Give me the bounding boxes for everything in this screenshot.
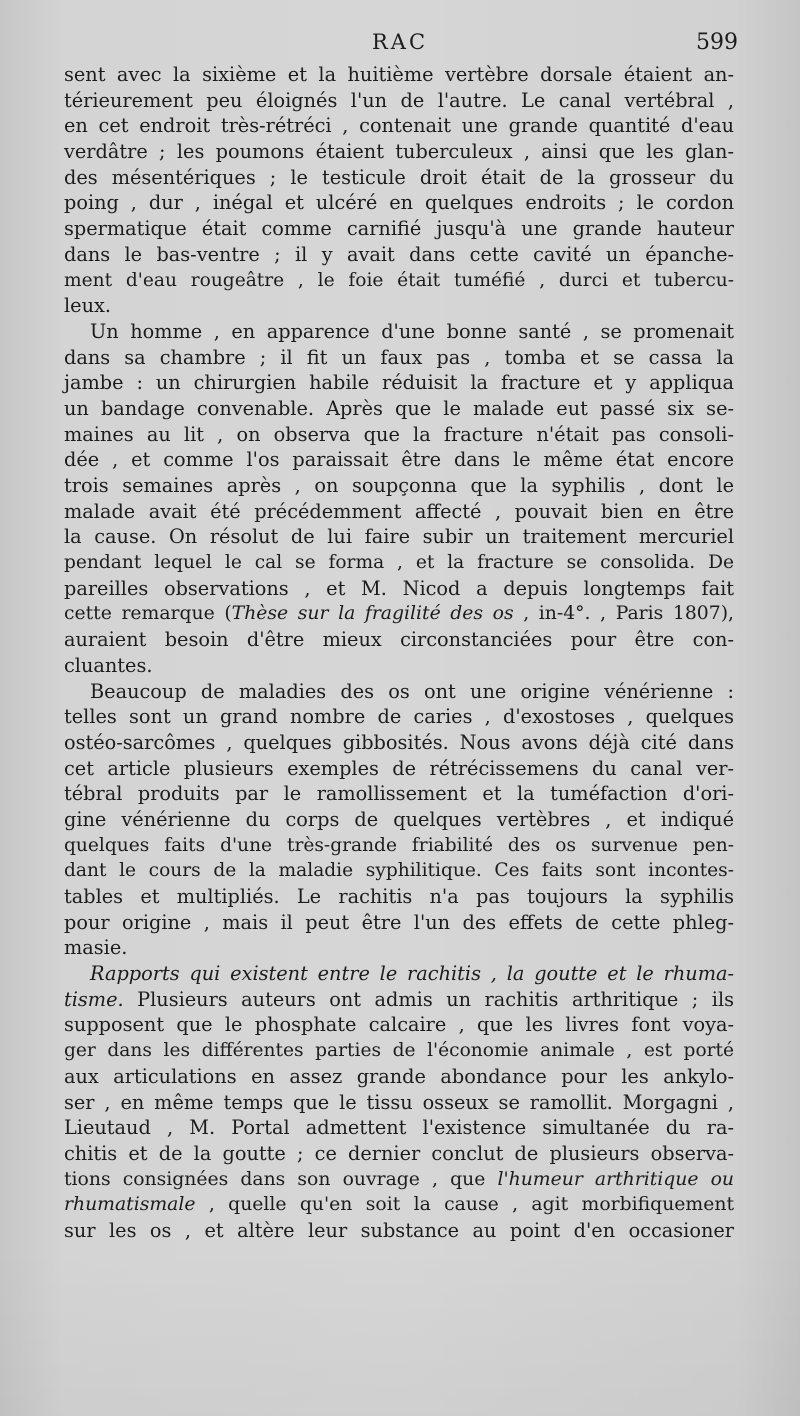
text-line: sur les os , et altère leur substance au point d'en occasioner: [64, 1218, 734, 1242]
text-line: spermatique était comme carnifié jusqu'à une grande hauteur: [64, 217, 734, 241]
text-line: auraient besoin d'être mieux circonstanciées pour être con-: [64, 628, 734, 652]
text-line: supposent que le phosphate calcaire , que les livres font voya-: [64, 1013, 734, 1037]
text-line: ment d'eau rougeâtre , le foie était tuméfié , durci et tubercu-: [64, 269, 734, 291]
text-line: malade avait été précédemment affecté , pouvait bien en être: [64, 499, 734, 523]
text-line: masie.: [64, 936, 128, 960]
section-heading-line: [64, 961, 734, 987]
text-line: cluantes.: [64, 653, 153, 677]
text-fragment: , quelle qu'en soit la cause , agit morbifiquement: [195, 1194, 734, 1216]
page-header: [0, 30, 800, 62]
text-line: trois semaines après , on soupçonna que la syphilis , dont le: [64, 474, 734, 497]
text-fragment: , in-4°. , Paris 1807),: [513, 603, 734, 625]
page-shadow: [0, 1246, 800, 1416]
text-line: maines au lit , on observa que la fracture n'était pas consoli-: [64, 422, 734, 446]
running-head: RAC: [371, 30, 429, 54]
italic-term: l'humeur arthritique ou: [497, 1168, 735, 1190]
text-line: ser , en même temps que le tissu osseux se ramollit. Morgagni ,: [64, 1090, 734, 1114]
section-title: Rapports qui existent entre le rachitis , la goutte et le rhuma-: [90, 962, 734, 986]
text-line: dans sa chambre ; il fit un faux pas , tomba et se cassa la: [64, 345, 734, 369]
text-line: cet article plusieurs exemples de rétrécissemens du canal ver-: [64, 756, 734, 780]
italic-term: rhumatismale: [64, 1194, 196, 1216]
text-fragment: tions consignées dans son ouvrage , que: [64, 1168, 498, 1190]
text-line: ostéo-sarcômes , quelques gibbosités. Nous avons déjà cité dans: [64, 730, 734, 754]
text-line: Lieutaud , M. Portal admettent l'existence simultanée du ra-: [64, 1116, 734, 1140]
text-line: dans le bas-ventre ; il y avait dans cette cavité un épanche-: [64, 242, 734, 266]
text-line: gine vénérienne du corps de quelques vertèbres , et indiqué: [64, 807, 734, 831]
text-line: poing , dur , inégal et ulcéré en quelques endroits ; le cordon: [64, 191, 734, 215]
text-line: telles sont un grand nombre de caries , d'exostoses , quelques: [64, 705, 734, 729]
citation-title: Thèse sur la fragilité des os: [231, 603, 514, 625]
text-line: dée , et comme l'os paraissait être dans le même état encore: [64, 448, 734, 472]
text-line: dant le cours de la maladie syphilitique. Ces faits sont incontes-: [64, 860, 734, 882]
text-line: térieurement peu éloignés l'un de l'autre. Le canal vertébral ,: [64, 88, 734, 112]
text-line: en cet endroit très-rétréci , contenait une grande quantité d'eau: [64, 114, 734, 138]
text-line: un bandage convenable. Après que le malade eut passé six se-: [64, 396, 734, 420]
page-number: 599: [696, 30, 738, 55]
text-line-with-citation: [64, 601, 734, 627]
paragraph-start-line: Beaucoup de maladies des os ont une origine vénérienne :: [90, 679, 734, 703]
text-line: quelques faits d'une très-grande friabilité des os survenue pen-: [64, 834, 734, 856]
text-line: verdâtre ; les poumons étaient tuberculeux , ainsi que les glan-: [64, 140, 734, 164]
text-line: tables et multipliés. Le rachitis n'a pas toujours la syphilis: [64, 885, 734, 908]
text-line: la cause. On résolut de lui faire subir un traitement mercuriel: [64, 525, 734, 549]
text-fragment: Plusieurs auteurs ont admis un rachitis arthritique ; ils: [123, 987, 734, 1011]
text-line: aux articulations en assez grande abondance pour les ankylo-: [64, 1064, 734, 1088]
section-title-end: tisme.: [64, 987, 124, 1011]
text-line: pareilles observations , et M. Nicod a depuis longtemps fait: [64, 576, 734, 600]
text-line: leux.: [64, 294, 111, 318]
text-line: des mésentériques ; le testicule droit était de la grosseur du: [64, 165, 734, 189]
text-line-with-term: [64, 1167, 734, 1193]
text-fragment: cette remarque (: [64, 603, 232, 625]
text-line: pour origine , mais il peut être l'un des effets de cette phleg-: [64, 910, 734, 934]
text-line-with-heading: [64, 987, 734, 1013]
text-line-with-term: [64, 1192, 734, 1218]
text-line: chitis et de la goutte ; ce dernier conclut de plusieurs observa-: [64, 1141, 734, 1165]
text-line: jambe : un chirurgien habile réduisit la fracture et y appliqua: [64, 371, 734, 395]
text-line: pendant lequel le cal se forma , et la fracture se consolida. De: [64, 552, 734, 574]
body-text: [64, 62, 734, 1244]
text-line: ger dans les différentes parties de l'économie animale , est porté: [64, 1040, 734, 1062]
text-line: sent avec la sixième et la huitième vertèbre dorsale étaient an-: [64, 63, 734, 86]
text-line: tébral produits par le ramollissement et la tuméfaction d'ori-: [64, 782, 734, 806]
paragraph-start-line: Un homme , en apparence d'une bonne santé , se promenait: [90, 319, 734, 343]
